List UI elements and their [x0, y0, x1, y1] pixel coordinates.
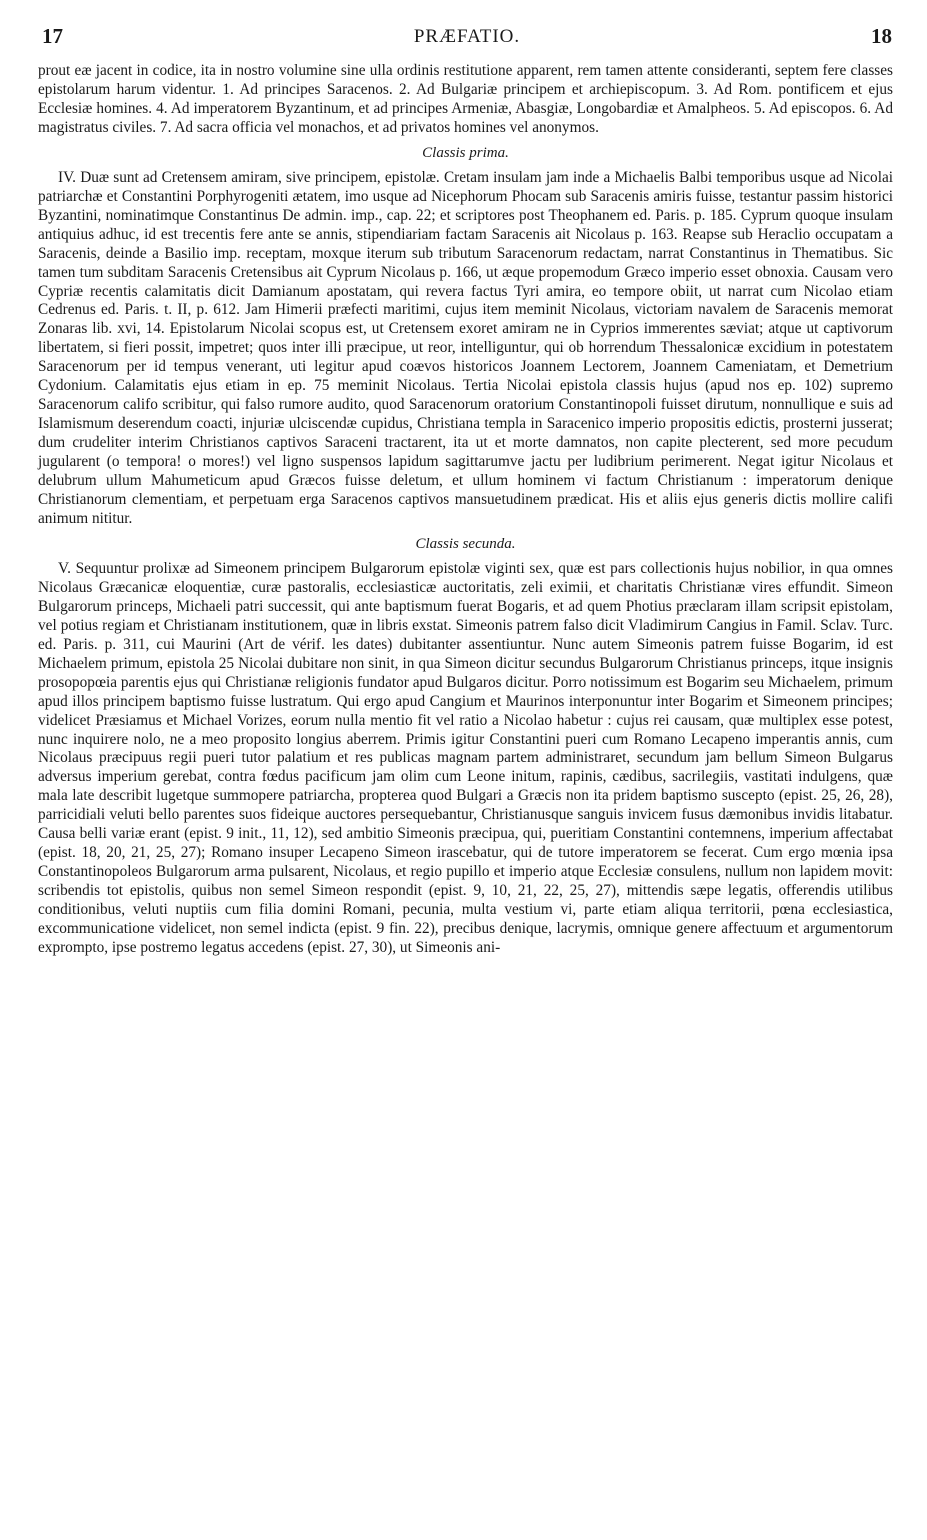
running-title: PRÆFATIO. — [413, 26, 521, 47]
paragraph-iv: IV. Duæ sunt ad Cretensem amiram, sive principem, epistolæ. Cretam insulam jam inde a Michaelis Balbi temporibus usque ad Nicolai patriarchæ et Constantini Porphyrogeniti ætatem, imo usque ad Nicephorum Phocam sub Saracenis amiris fuisse, testantur passim historici Byzantini, nominatimque Constantinus De admin. imp., cap. 22; et scriptores post Theophanem ed. Paris. p. 185. Cyprum quoque insulam antiquius adhuc, id est trecentis fere ante se annis, stipendiariam factam Saracenis ait Nicolaus p. 163. Reapse sub Heraclio occupatam a Saracenis, deinde a Basilio imp. receptam, moxque iterum sub tributum Saracenorum redactam, narrat Constantinus in Thematibus. Sic tamen tum subditam Saracenis Cretensibus ait Cyprum Nicolaus p. 166, ut æque propemodum Græco imperio esset obnoxia. Causam vero Cypriæ recentis calamitatis dicit Damianum apostatam, qui revera factus Tyri amira, eo tempore obiit, ut narrat cum Nicolao etiam Cedrenus ed. Paris. t. II, p. 612. Jam Himerii præfecti maritimi, cujus item meminit Nicolaus, victoriam navalem de Saracenis memorat Zonaras lib. xvi, 14. Epistolarum Nicolai scopus est, ut Cretensem exoret amiram ne in Cyprios immerentes sæviat; atque ut captivorum libertatem, si fieri possit, impetret; quos inter illi præcipue, ut reor, intelliguntur, qui ob horrendum Thessalonicæ excidium in potestatem Saracenorum per id tempus venerant, uti legitur apud coævos historicos Joannem Lectorem, Joannem Cameniatam, et Demetrium Cydonium. Calamitatis ejus etiam in ep. 75 meminit Nicolaus. Tertia Nicolai epistola classis hujus (apud nos ep. 102) supremo Saracenorum califo scribitur, qui falso rumore audito, quod Saracenorum oratorium Constantinopoli fuisset dirutum, nonnullique e suis ad Islamismum deserendum coacti, injuriæ ulciscendæ cupidus, Christiana templa in Saracenico imperio propositis edictis, prosterni jusserat; dum crudeliter interim Christianos captivos Saraceni tractarent, ita ut et morte damnatos, non capite plecterent, sed more pecudum jugularent (o tempora! o mores!) vel ligno suspensos lapidum sagittarumve jactu per ludibrium perimerent. Negat igitur Nicolaus et delubrum ullum Mahumeticum apud Græcos fuisse deletum, et ullum hominem vi factum Christianum : imperatorum denique Christianorum clementiam, et perpetuam erga Saracenos captivos mansuetudinem prædicat. His et aliis ejus generis dictis mollire califi animum nititur. — [38, 168, 893, 527]
section-heading-classis-prima: Classis prima. — [422, 144, 509, 161]
page-body — [38, 62, 893, 958]
section-heading-classis-secunda: Classis secunda. — [415, 535, 516, 552]
paragraph-v: V. Sequuntur prolixæ ad Simeonem principem Bulgarorum epistolæ viginti sex, quæ est pars collectionis hujus nobilior, in qua omnes Nicolaus Græcanicæ eloquentiæ, curæ pastoralis, ecclesiasticæ auctoritatis, zeli eximii, et charitatis Christianæ vires effundit. Simeon Bulgarorum princeps, Michaeli patri successit, qui ante baptismum fuerat Bogaris, et ad quem Photius præclaram illam scripsit epistolam, vel potius regiam et Christianam institutionem, quæ in libris exstat. Simeonis patrem falso dicit Vladimirum Cangius in Famil. Sclav. Turc. ed. Paris. p. 311, cui Maurini (Art de vérif. les dates) dubitanter assentiuntur. Nunc autem Simeonis patrem fuisse Bogarim, id est Michaelem primum, epistola 25 Nicolai dubitare non sinit, in qua Simeon dicitur secundus Bulgarorum Christianus princeps, itque insignis prosopopœia parentis ejus qui Christianæ religionis fundator apud Bulgaros dicitur. Porro notissimum est Bogarim seu Michaelem, primum apud illos principem baptismo fuisse lustratum. Qui ergo apud Cangium et Maurinos interponuntur inter Bogarim et Simeonem principes; videlicet Præsiamus et Michael Vorizes, eorum nulla mentio fit vel ratio a Nicolao habetur : cujus rei causam, quæ multiplex esse potest, nunc inquirere nolo, ne a meo proposito longius aberrem. Primis igitur Constantini pueri cum Romano Lecapeno imperantis annis, cum Nicolaus præcipuus regii pueri tutor palatium et res publicas magnam partem administraret, secundum jam bellum Simeon Bulgarus adversus imperium gerebat, contra fœdus pacificum jam olim cum Leone initum, rapinis, cædibus, sacrilegiis, vastitati indulgens, quæ mala late describit lugetque summopere patriarcha, propterea quod Bulgari a Græcis non ita pridem baptismo suscepto (epist. 25, 26, 28), parricidiali veluti bello parentes suos fideique auctores persequebantur, Christianusque sanguis invicem fusus dæmonibus invidis litabatur. Causa belli variæ erant (epist. 9 init., 11, 12), sed ambitio Simeonis præcipua, qui, pueritiam Constantini contemnens, imperium affectabat (epist. 18, 20, 21, 25, 27); Romano insuper Lecapeno Simeon irascebatur, qui de tutore imperatorem se fecerat. Cum ergo mœnia ipsa Constantinopoleos Bulgarorum arma pulsarent, Nicolaus, et regio pupillo et imperio atque Ecclesiæ consulens, nullum non lapidem movit: scribendis tot epistolis, quibus non semel Simeon respondit (epist. 9, 10, 21, 22, 25, 27), mittendis sæpe legatis, offerendis utilibus conditionibus, veluti nuptiis cum filia domini Romani, pecunia, multa vestium vi, parte etiam aliqua territorii, pœna ecclesiastica, excommunicatione videlicet, non semel indicta (epist. 9 fin. 22), precibus denique, lacrymis, omnique genere affectuum et argumentorum exprompto, ipse postremo legatus accedens (epist. 27, 30), ut Simeonis ani- — [38, 559, 893, 956]
page-number-left: 17 — [42, 24, 63, 48]
page-header — [42, 24, 892, 54]
intro-paragraph: prout eæ jacent in codice, ita in nostro volumine sine ulla ordinis restitutione apparent, rem tamen attente consideranti, septem fere classes epistolarum harum videntur. 1. Ad principes Saracenos. 2. Ad Bulgariæ principem et archiepiscopum. 3. Ad Rom. pontificem et ejus Ecclesiæ homines. 4. Ad imperatorem Byzantinum, et ad principes Armeniæ, Abasgiæ, Longobardiæ et Amalpheos. 5. Ad episcopos. 6. Ad magistratus civiles. 7. Ad sacra officia vel monachos, et ad privatos homines vel anonymos. — [38, 62, 893, 136]
page-number-right: 18 — [871, 24, 892, 48]
